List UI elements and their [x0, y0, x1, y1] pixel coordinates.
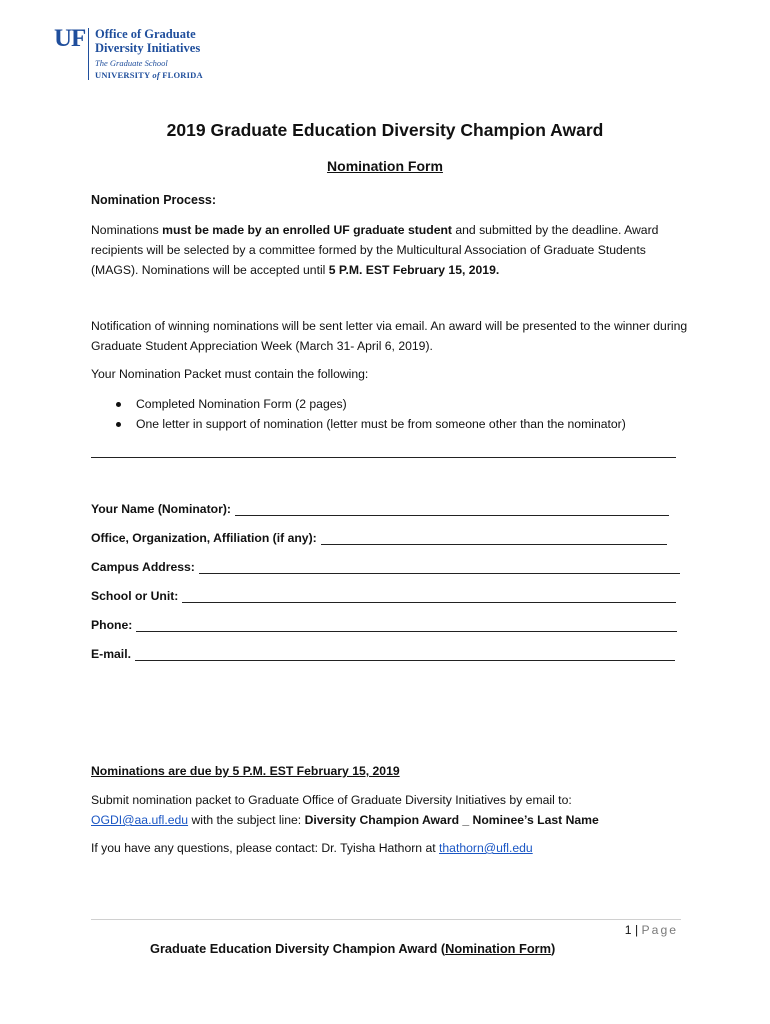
affiliation-label: Office, Organization, Affiliation (if any):	[91, 531, 317, 545]
footer-title	[150, 941, 555, 956]
nominator-name-label: Your Name (Nominator):	[91, 502, 231, 516]
nominator-name-field[interactable]	[235, 503, 669, 516]
logo-university-post: FLORIDA	[159, 70, 203, 80]
footer-divider	[91, 919, 681, 920]
logo-university-of: of	[152, 70, 160, 80]
phone-label: Phone:	[91, 618, 133, 632]
campus-address-field[interactable]	[199, 561, 680, 574]
school-unit-field[interactable]	[182, 590, 676, 603]
school-unit-row	[91, 589, 676, 603]
packet-list	[91, 394, 691, 434]
bullet-icon	[116, 402, 121, 407]
affiliation-row	[91, 531, 667, 545]
footer-title-c: )	[551, 941, 556, 956]
list-item	[91, 414, 691, 434]
packet-intro: Your Nomination Packet must contain the following:	[91, 367, 369, 381]
school-unit-label: School or Unit:	[91, 589, 179, 603]
email-row	[91, 647, 675, 661]
submit-paragraph	[91, 790, 691, 830]
notification-paragraph: Notification of winning nominations will be sent letter via email. An award will be presented to the winner during Graduate Student Appreciation Week (March 31- April 6, 2019).	[91, 319, 688, 353]
page-number-value: 1	[624, 923, 632, 937]
due-notice: Nominations are due by 5 P.M. EST February 15, 2019	[91, 764, 400, 778]
p1-part-c: and submitted by the deadline. Award recipients will be selected by a committee formed by the Multicultural Association of Graduate Students (MAGS). Nominations will be accepted until	[91, 223, 659, 277]
logo-university	[95, 70, 203, 80]
uf-logo	[54, 26, 224, 86]
page-word: Page	[641, 923, 678, 937]
ogdi-email-link[interactable]: OGDI@aa.ufl.edu	[91, 813, 189, 827]
form-subtitle: Nomination Form	[327, 158, 443, 174]
p1-part-b: must be made by an enrolled UF graduate student	[162, 223, 452, 237]
contact-email-link[interactable]: thathorn@ufl.edu	[439, 841, 533, 855]
email-label: E-mail.	[91, 647, 131, 661]
p1-part-a: Nominations	[91, 223, 163, 237]
nominator-name-row	[91, 502, 669, 516]
footer-title-b: Nomination Form	[445, 941, 552, 956]
document-title: 2019 Graduate Education Diversity Champion Award	[166, 120, 604, 140]
subject-line: Diversity Champion Award _ Nominee’s Last Name	[304, 813, 599, 827]
list-item	[91, 394, 691, 414]
uf-mark: UF	[54, 25, 86, 52]
campus-address-label: Campus Address:	[91, 560, 195, 574]
logo-office-line2: Diversity Initiatives	[95, 41, 201, 55]
logo-office-line1: Office of Graduate	[95, 27, 196, 41]
footer-title-a: Graduate Education Diversity Champion Award (	[150, 941, 446, 956]
submit-mid: with the subject line:	[188, 813, 305, 827]
p1-deadline: 5 P.M. EST February 15, 2019.	[328, 263, 500, 277]
contact-text: If you have any questions, please contact: Dr. Tyisha Hathorn at	[91, 841, 439, 855]
affiliation-field[interactable]	[321, 532, 667, 545]
logo-graduate-school: The Graduate School	[95, 58, 168, 68]
logo-divider	[88, 28, 89, 80]
logo-university-pre: UNIVERSITY	[95, 70, 153, 80]
section-divider	[91, 457, 676, 458]
list-item-text: Completed Nomination Form (2 pages)	[136, 397, 347, 411]
bullet-icon	[116, 422, 121, 427]
page-separator: |	[631, 923, 642, 937]
campus-address-row	[91, 560, 680, 574]
list-item-text: One letter in support of nomination (letter must be from someone other than the nominator)	[136, 417, 626, 431]
process-heading: Nomination Process:	[91, 193, 217, 207]
phone-row	[91, 618, 677, 632]
contact-paragraph	[91, 838, 691, 858]
email-field[interactable]	[135, 648, 675, 661]
process-paragraph	[91, 220, 691, 280]
phone-field[interactable]	[136, 619, 677, 632]
page-number	[625, 923, 678, 937]
submit-line: Submit nomination packet to Graduate Office of Graduate Diversity Initiatives by email to:	[91, 793, 572, 807]
